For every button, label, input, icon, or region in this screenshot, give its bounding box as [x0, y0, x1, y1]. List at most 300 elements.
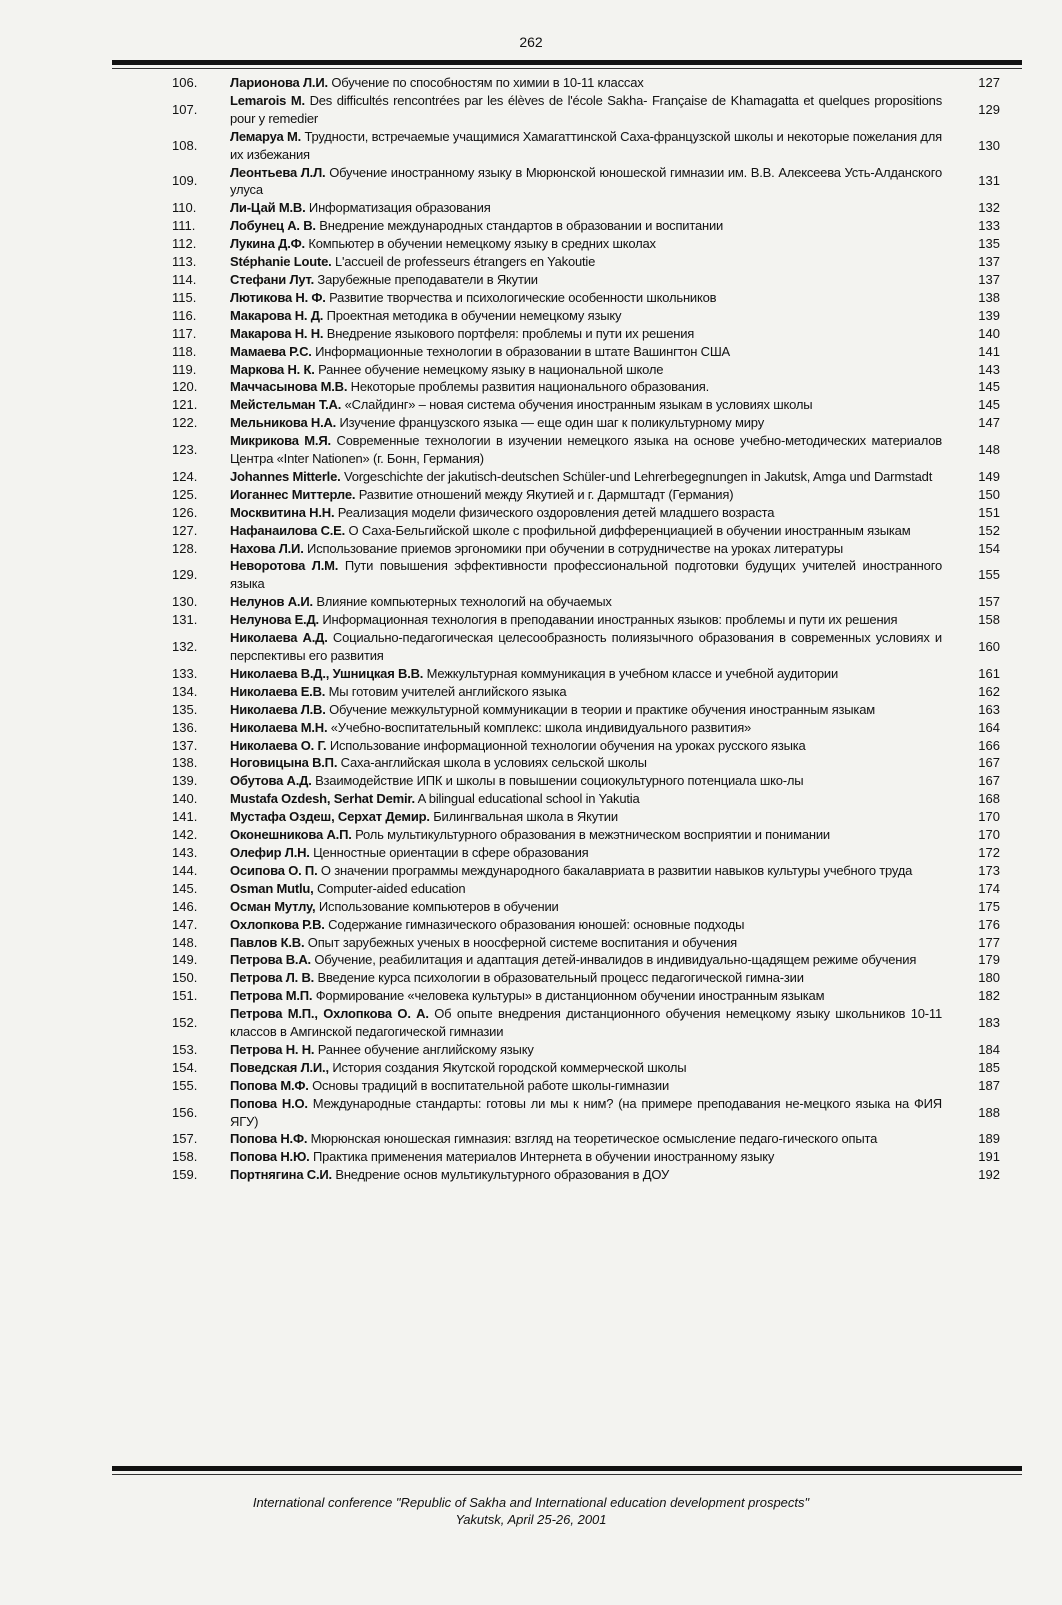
entry-number: 110. [172, 200, 197, 216]
toc-entry [172, 432, 1012, 468]
entry-title: Трудности, встречаемые учащимися Хамагаттинской Саха-французской школы и некоторые пожелания для их избежания [230, 128, 942, 162]
entry-page: 132 [978, 200, 1000, 216]
entry-text [230, 199, 942, 217]
toc-entry [172, 898, 1012, 916]
entry-number: 150. [172, 970, 198, 986]
entry-author: Микрикова М.Я. [230, 433, 331, 449]
entry-author: Павлов К.В. [230, 934, 305, 950]
entry-page: 187 [978, 1077, 1000, 1093]
entry-number: 154. [172, 1059, 198, 1075]
entry-author: Осман Мутлу, [230, 898, 316, 914]
entry-text [230, 916, 942, 934]
entry-text [230, 235, 942, 253]
entry-page: 192 [978, 1167, 1000, 1183]
entry-text [230, 898, 942, 916]
entry-page: 184 [978, 1041, 1000, 1057]
entry-text [230, 611, 942, 629]
entry-author: Нафанаилова С.Е. [230, 522, 346, 538]
entry-number: 126. [172, 504, 198, 520]
entry-title: Развитие творчества и психологические особенности школьников [329, 289, 717, 305]
toc-entry [172, 880, 1012, 898]
entry-text [230, 772, 942, 790]
entry-title: Внедрение международных стандартов в образовании и воспитании [319, 218, 724, 234]
toc-entry [172, 414, 1012, 432]
entry-title: Обучение иностранному языку в Мюрюнской юношеской гимназии им. В.В. Алексеева Усть-Алданского улуса [230, 164, 942, 198]
toc-entry [172, 790, 1012, 808]
entry-text [230, 1095, 942, 1131]
toc-entry [172, 629, 1012, 665]
entry-author: Нахова Л.И. [230, 540, 304, 556]
entry-page: 129 [978, 101, 1000, 117]
entry-author: Мейстельман Т.А. [230, 397, 342, 413]
toc-entry [172, 683, 1012, 701]
entry-text [230, 719, 942, 737]
entry-text [230, 361, 942, 379]
entry-number: 153. [172, 1041, 198, 1057]
entry-text [230, 128, 942, 164]
toc-entry [172, 611, 1012, 629]
entry-text [230, 969, 942, 987]
entry-title: Des difficultés rencontrées par les élèves de l'école Sakha- Française de Khamagatta et quelques propositions pour y remedier [230, 92, 942, 126]
entry-number: 121. [172, 397, 198, 413]
entry-title: Ценностные ориентации в сфере образования [313, 844, 589, 860]
entry-title: Социально-педагогическая целесообразность полиязычного образования в современных условиях и перспективы его развития [230, 630, 942, 663]
entry-text [230, 1148, 942, 1166]
entry-page: 152 [978, 522, 1000, 538]
entry-number: 158. [172, 1149, 198, 1165]
toc-entry [172, 378, 1012, 396]
entry-page: 143 [978, 361, 1000, 377]
entry-author: Попова Н.Ю. [230, 1149, 310, 1165]
entry-title: «Слайдинг» – новая система обучения иностранным языкам в условиях школы [344, 397, 813, 413]
entry-author: Николаева Е.В. [230, 683, 326, 699]
entry-text [230, 164, 942, 200]
entry-text [230, 951, 942, 969]
entry-title: Некоторые проблемы развития национального образования. [350, 379, 710, 395]
entry-author: Петрова В.А. [230, 952, 311, 968]
entry-number: 123. [172, 442, 198, 458]
entry-title: Информатизация образования [308, 200, 491, 216]
entry-page: 138 [978, 289, 1000, 305]
entry-text [230, 540, 942, 558]
entry-number: 152. [172, 1015, 198, 1031]
entry-title: L'accueil de professeurs étrangers en Yakoutie [334, 254, 596, 270]
entry-title: Опыт зарубежных ученых в ноосферной системе воспитания и обучения [307, 934, 737, 950]
toc-entry [172, 468, 1012, 486]
toc-entry [172, 325, 1012, 343]
entry-title: Информационные технологии в образовании в штате Вашингтон США [315, 343, 731, 359]
entry-author: Петрова М.П. [230, 988, 313, 1004]
entry-page: 149 [978, 468, 1000, 484]
entry-text [230, 504, 942, 522]
entry-text [230, 844, 942, 862]
entry-page: 166 [978, 737, 1000, 753]
top-rule [112, 60, 1022, 65]
entry-title: Computer-aided education [316, 880, 466, 896]
entry-title: Изучение французского языка — еще один шаг к поликультурному миру [339, 415, 764, 431]
entry-number: 120. [172, 379, 198, 395]
entry-author: Иоганнес Миттерле. [230, 486, 356, 502]
entry-title: Обучение по способностям по химии в 10-11 классах [331, 75, 644, 90]
entry-title: Зарубежные преподаватели в Якутии [317, 271, 538, 287]
entry-title: Современные технологии в изучении немецкого языка на основе учебно-методических материалов Центра «Inter Nationen» (г. Бонн, Германия) [230, 433, 942, 467]
entry-page: 140 [978, 325, 1000, 341]
entry-author: Поведская Л.И., [230, 1059, 329, 1075]
entry-number: 149. [172, 952, 198, 968]
entry-title: Содержание гимназического образования юношей: основные подходы [328, 916, 745, 932]
entry-title: Роль мультикультурного образования в межэтническом восприятии и понимании [355, 827, 830, 843]
entry-title: Обучение, реабилитация и адаптация детей-инвалидов в индивидуально-щадящем режиме обучения [314, 952, 917, 968]
entry-page: 147 [978, 415, 1000, 431]
entry-author: Макарова Н. Н. [230, 325, 324, 341]
entry-number: 127. [172, 522, 198, 538]
entry-text [230, 754, 942, 772]
entry-author: Лобунец А. В. [230, 218, 316, 234]
entry-text [230, 468, 942, 486]
entry-number: 116. [172, 307, 197, 323]
entry-number: 142. [172, 827, 198, 843]
toc-entry [172, 665, 1012, 683]
entry-author: Портнягина С.И. [230, 1167, 332, 1183]
toc-entry [172, 1166, 1012, 1184]
entry-text [230, 343, 942, 361]
entry-author: Нелунов А.И. [230, 594, 313, 610]
entry-author: Николаева О. Г. [230, 737, 327, 753]
entry-page: 168 [978, 791, 1000, 807]
entry-author: Мамаева Р.С. [230, 343, 312, 359]
entry-page: 182 [978, 988, 1000, 1004]
entry-title: Билингвальная школа в Якутии [433, 809, 618, 825]
toc-entry [172, 217, 1012, 235]
toc-entry [172, 862, 1012, 880]
entry-text [230, 1130, 942, 1148]
entry-page: 167 [978, 773, 1000, 789]
entry-text [230, 1166, 942, 1184]
top-rule-thin [112, 68, 1022, 69]
toc-entry [172, 593, 1012, 611]
entry-page: 183 [978, 1015, 1000, 1031]
entry-text [230, 74, 942, 92]
entry-number: 146. [172, 898, 198, 914]
entry-text [230, 880, 942, 898]
entry-page: 131 [978, 173, 1000, 189]
entry-title: Пути повышения эффективности профессиональной подготовки будущих учителей иностранного языка [230, 558, 942, 592]
entry-author: Нелунова Е.Д. [230, 612, 319, 628]
entry-author: Stéphanie Loute. [230, 254, 332, 270]
entry-text [230, 790, 942, 808]
entry-text [230, 1005, 942, 1041]
toc-entry [172, 128, 1012, 164]
entry-title: Мы готовим учителей английского языка [328, 683, 567, 699]
entry-page: 135 [978, 236, 1000, 252]
entry-author: Johannes Mitterle. [230, 468, 341, 484]
toc-entry [172, 969, 1012, 987]
entry-number: 125. [172, 486, 198, 502]
entry-author: Попова М.Ф. [230, 1077, 309, 1093]
entry-title: A bilingual educational school in Yakutia [417, 791, 640, 807]
entry-number: 134. [172, 683, 198, 699]
entry-text [230, 1077, 942, 1095]
entry-page: 162 [978, 683, 1000, 699]
entry-title: Компьютер в обучении немецкому языку в средних школах [308, 236, 656, 252]
entry-number: 114. [172, 271, 197, 287]
entry-page: 170 [978, 827, 1000, 843]
entry-page: 137 [978, 254, 1000, 270]
entry-author: Леонтьева Л.Л. [230, 164, 326, 180]
bottom-rule [112, 1466, 1022, 1471]
footer-place-date: Yakutsk, April 25-26, 2001 [455, 1512, 607, 1527]
toc-entry [172, 719, 1012, 737]
entry-number: 131. [172, 612, 198, 628]
entry-text [230, 307, 942, 325]
entry-number: 130. [172, 594, 198, 610]
toc-entry [172, 1130, 1012, 1148]
entry-page: 180 [978, 970, 1000, 986]
entry-number: 106. [172, 75, 198, 90]
entry-title: Раннее обучение английскому языку [317, 1041, 534, 1057]
entry-author: Охлопкова Р.В. [230, 916, 325, 932]
entry-page: 170 [978, 809, 1000, 825]
entry-title: Об опыте внедрения дистанционного обучения немецкому языку школьников 10-11 классов в Амгинской педагогической гимназии [230, 1006, 942, 1040]
entry-text [230, 253, 942, 271]
entry-number: 112. [172, 236, 197, 252]
entry-page: 145 [978, 379, 1000, 395]
entry-title: Реализация модели физического оздоровления детей младшего возраста [337, 504, 775, 520]
bottom-rule-thin [112, 1474, 1022, 1475]
entry-number: 143. [172, 844, 198, 860]
entry-number: 117. [172, 325, 197, 341]
entry-number: 157. [172, 1131, 198, 1147]
entry-number: 144. [172, 862, 198, 878]
toc-entry [172, 1041, 1012, 1059]
entry-number: 129. [172, 567, 198, 583]
entry-text [230, 826, 942, 844]
entry-author: Mustafa Ozdesh, Serhat Demir. [230, 791, 415, 807]
entry-author: Лукина Д.Ф. [230, 236, 305, 252]
entry-title: Мюрюнская юношеская гимназия: взгляд на теоретическое осмысление педаго-гического опыта [310, 1131, 878, 1147]
entry-page: 160 [978, 639, 1000, 655]
entry-title: О Саха-Бельгийской школе с профильной дифференциацией в обучении иностранным языкам [348, 522, 911, 538]
toc-entry [172, 307, 1012, 325]
entry-page: 188 [978, 1104, 1000, 1120]
entry-number: 118. [172, 343, 197, 359]
entry-number: 148. [172, 934, 198, 950]
entry-title: История создания Якутской городской коммерческой школы [332, 1059, 687, 1075]
entry-number: 156. [172, 1104, 198, 1120]
entry-number: 107. [172, 101, 198, 117]
entry-author: Ларионова Л.И. [230, 75, 328, 90]
toc-entry [172, 772, 1012, 790]
entry-author: Николаева В.Д., Ушницкая В.В. [230, 665, 424, 681]
toc-entry [172, 737, 1012, 755]
entry-author: Петрова Л. В. [230, 970, 315, 986]
entry-author: Маччасынова М.В. [230, 379, 348, 395]
entry-page: 189 [978, 1131, 1000, 1147]
entry-text [230, 271, 942, 289]
entry-page: 133 [978, 218, 1000, 234]
entry-title: Раннее обучение немецкому языку в национальной школе [318, 361, 664, 377]
toc-entry [172, 844, 1012, 862]
entry-page: 173 [978, 862, 1000, 878]
toc-entry [172, 826, 1012, 844]
entry-page: 177 [978, 934, 1000, 950]
entry-number: 139. [172, 773, 198, 789]
entry-number: 113. [172, 254, 197, 270]
entry-page: 130 [978, 137, 1000, 153]
entry-text [230, 289, 942, 307]
toc-entry [172, 1077, 1012, 1095]
entry-author: Попова Н.Ф. [230, 1131, 308, 1147]
entry-title: Межкультурная коммуникация в учебном классе и учебной аудитории [426, 665, 839, 681]
entry-author: Николаева М.Н. [230, 719, 328, 735]
toc-entry [172, 164, 1012, 200]
toc-entry [172, 754, 1012, 772]
toc-entry [172, 557, 1012, 593]
entry-title: Vorgeschichte der jakutisch-deutschen Schüler-und Lehrerbegegnungen in Jakutsk, Amga und Darmstadt [343, 468, 933, 484]
toc-entry [172, 253, 1012, 271]
entry-author: Osman Mutlu, [230, 880, 314, 896]
entry-number: 132. [172, 639, 198, 655]
entry-page: 141 [978, 343, 1000, 359]
entry-page: 148 [978, 442, 1000, 458]
entry-page: 139 [978, 307, 1000, 323]
entry-text [230, 593, 942, 611]
entry-page: 145 [978, 397, 1000, 413]
entry-title: Формирование «человека культуры» в дистанционном обучении иностранным языкам [315, 988, 825, 1004]
entry-page: 179 [978, 952, 1000, 968]
entry-author: Маркова Н. К. [230, 361, 315, 377]
entry-author: Осипова О. П. [230, 862, 318, 878]
entry-number: 108. [172, 137, 198, 153]
entry-text [230, 934, 942, 952]
entry-author: Неворотова Л.М. [230, 558, 339, 574]
entry-text [230, 396, 942, 414]
entry-number: 159. [172, 1167, 198, 1183]
entry-author: Мельникова Н.А. [230, 415, 337, 431]
entry-text [230, 683, 942, 701]
entry-author: Стефани Лут. [230, 271, 314, 287]
toc-entry [172, 934, 1012, 952]
entry-number: 141. [172, 809, 198, 825]
footer [0, 1494, 1062, 1528]
toc-entry [172, 486, 1012, 504]
toc-entry [172, 361, 1012, 379]
entry-text [230, 92, 942, 128]
entry-title: Взаимодействие ИПК и школы в повышении социокультурного потенциала шко-лы [315, 773, 804, 789]
entry-title: «Учебно-воспитательный комплекс: школа индивидуального развития» [330, 719, 752, 735]
toc-entry [172, 74, 1012, 92]
entry-number: 138. [172, 755, 198, 771]
entry-title: Использование информационной технологии обучения на уроках русского языка [329, 737, 806, 753]
toc-entry [172, 1095, 1012, 1131]
entry-author: Петрова Н. Н. [230, 1041, 315, 1057]
entry-title: Развитие отношений между Якутией и г. Дармштадт (Германия) [358, 486, 734, 502]
toc-entry [172, 343, 1012, 361]
entry-author: Ли-Цай М.В. [230, 200, 306, 216]
entry-author: Олефир Л.Н. [230, 844, 310, 860]
entry-title: Практика применения материалов Интернета в обучении иностранному языку [312, 1149, 775, 1165]
toc-entry [172, 1005, 1012, 1041]
entry-page: 127 [978, 75, 1000, 90]
entry-page: 176 [978, 916, 1000, 932]
entry-page: 154 [978, 540, 1000, 556]
toc-entry [172, 1148, 1012, 1166]
entry-number: 128. [172, 540, 198, 556]
entry-number: 111. [172, 218, 196, 234]
entry-number: 140. [172, 791, 198, 807]
entry-page: 157 [978, 594, 1000, 610]
toc-entry [172, 701, 1012, 719]
entry-text [230, 737, 942, 755]
entry-title: О значении программы международного бакалавриата в развитии навыков культуры учебного труда [320, 862, 913, 878]
entry-text [230, 1041, 942, 1059]
toc-entry [172, 540, 1012, 558]
entry-page: 158 [978, 612, 1000, 628]
entry-author: Николаева А.Д. [230, 630, 328, 646]
entry-title: Международные стандарты: готовы ли мы к ним? (на примере преподавания не-мецкого языка на ФИЯ ЯГУ) [230, 1095, 942, 1129]
entry-number: 151. [172, 988, 198, 1004]
entry-author: Попова Н.О. [230, 1095, 308, 1111]
toc-entry [172, 289, 1012, 307]
entry-text [230, 701, 942, 719]
entry-number: 109. [172, 173, 198, 189]
toc-entry [172, 504, 1012, 522]
entry-number: 133. [172, 665, 198, 681]
entry-page: 161 [978, 665, 1000, 681]
entry-title: Внедрение языкового портфеля: проблемы и пути их решения [326, 325, 695, 341]
entry-author: Петрова М.П., Охлопкова О. А. [230, 1006, 429, 1022]
entry-page: 172 [978, 844, 1000, 860]
toc-entry [172, 951, 1012, 969]
toc-entry [172, 235, 1012, 253]
toc-entry [172, 522, 1012, 540]
entry-author: Лемаруа М. [230, 128, 302, 144]
entry-author: Макарова Н. Д. [230, 307, 324, 323]
entry-author: Москвитина Н.Н. [230, 504, 335, 520]
entry-text [230, 629, 942, 665]
entry-title: Использование компьютеров в обучении [318, 898, 559, 914]
entry-number: 137. [172, 737, 198, 753]
entry-number: 135. [172, 701, 198, 717]
entry-number: 124. [172, 468, 198, 484]
entry-text [230, 522, 942, 540]
entry-text [230, 808, 942, 826]
entry-text [230, 557, 942, 593]
entry-title: Использование приемов эргономики при обучении в сотрудничестве на уроках литературы [307, 540, 844, 556]
footer-conference: International conference "Republic of Sakha and International education development prospects" [252, 1495, 810, 1510]
entry-page: 191 [978, 1149, 1000, 1165]
entry-text [230, 325, 942, 343]
entry-number: 155. [172, 1077, 198, 1093]
entry-text [230, 378, 942, 396]
entry-page: 155 [978, 567, 1000, 583]
toc-entry [172, 808, 1012, 826]
toc-entry [172, 916, 1012, 934]
page-number: 262 [519, 34, 543, 50]
entry-page: 137 [978, 271, 1000, 287]
toc-entry [172, 1059, 1012, 1077]
entry-page: 185 [978, 1059, 1000, 1075]
entry-text [230, 862, 942, 880]
entry-title: Информационная технология в преподавании иностранных языков: проблемы и пути их решения [322, 612, 898, 628]
entry-page: 174 [978, 880, 1000, 896]
entry-number: 147. [172, 916, 198, 932]
entry-number: 136. [172, 719, 198, 735]
toc-entry [172, 92, 1012, 128]
entry-author: Николаева Л.В. [230, 701, 326, 717]
toc-entry [172, 271, 1012, 289]
entry-page: 150 [978, 486, 1000, 502]
